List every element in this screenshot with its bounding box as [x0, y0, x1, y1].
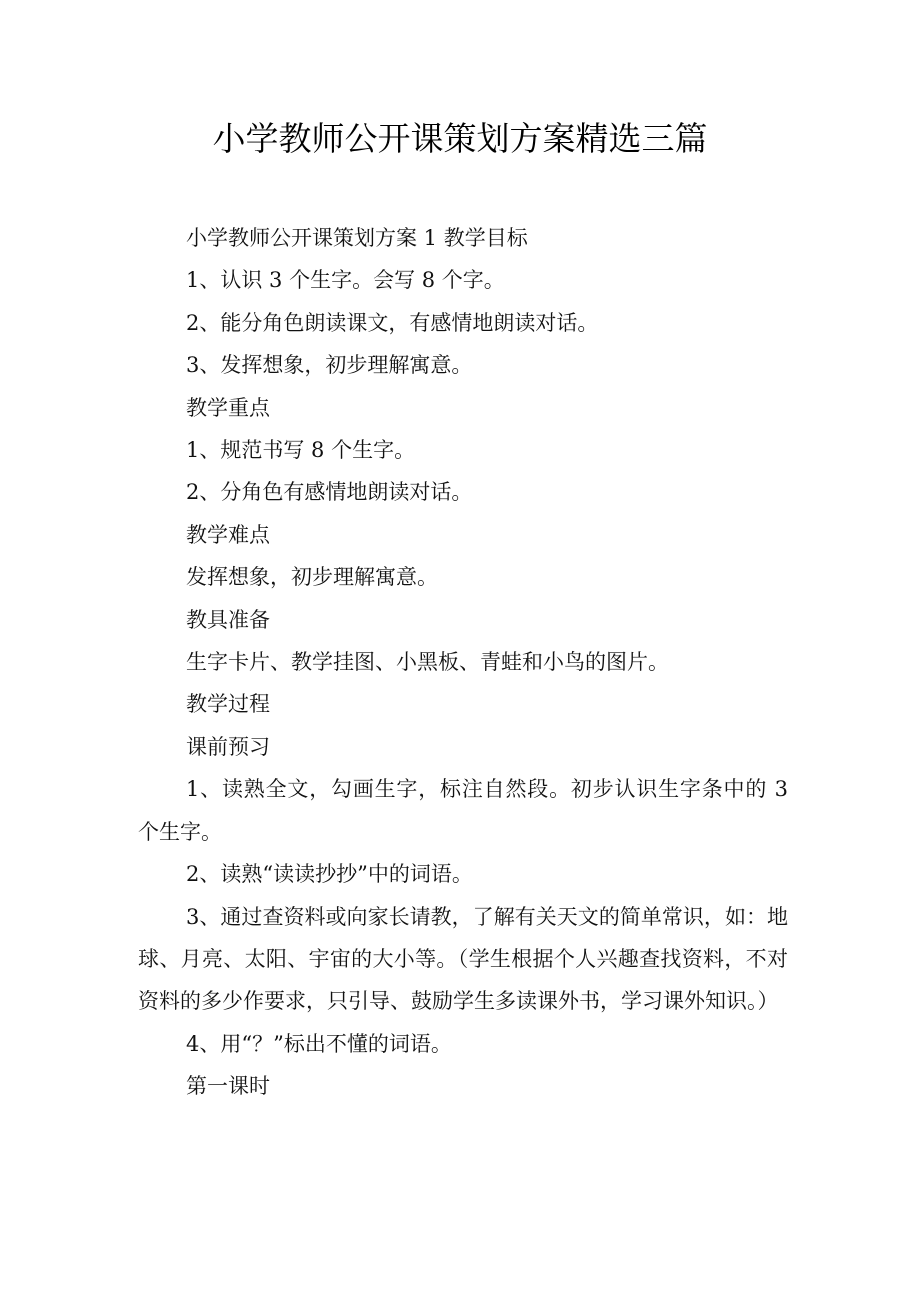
paragraph-6: 1、规范书写 8 个生字。 [186, 438, 416, 463]
paragraph-16: 3、通过查资料或向家长请教，了解有关天文的简单常识，如：地球、月亮、太阳、宇宙的大小等。（学生根据个人兴趣查找资料，不对资料的多少作要求，只引导、鼓励学生多读课外书，学习课外知识。） [138, 904, 788, 1014]
paragraph-9: 发挥想象，初步理解寓意。 [186, 565, 438, 590]
section-heading-process: 教学过程 [186, 692, 270, 717]
paragraph-1: 小学教师公开课策划方案 1 教学目标 [186, 226, 528, 250]
paragraph-2: 1、认识 3 个生字。会写 8 个字。 [186, 268, 505, 293]
paragraph-4: 3、发挥想象，初步理解寓意。 [186, 353, 473, 378]
section-heading-difficulties: 教学难点 [186, 522, 270, 547]
paragraph-11: 生字卡片、教学挂图、小黑板、青蛙和小鸟的图片。 [186, 650, 669, 675]
paragraph-17: 4、用“？”标出不懂的词语。 [186, 1031, 452, 1056]
paragraph-3: 2、能分角色朗读课文，有感情地朗读对话。 [186, 310, 599, 335]
section-heading-key-points: 教学重点 [186, 395, 270, 420]
paragraph-14: 1、读熟全文，勾画生字，标注自然段。初步认识生字条中的 3 个生字。 [138, 777, 788, 844]
section-heading-preview: 课前预习 [186, 734, 270, 759]
paragraph-15: 2、读熟“读读抄抄”中的词语。 [186, 862, 473, 887]
document-body [138, 217, 788, 1108]
document-title: 小学教师公开课策划方案精选三篇 [212, 119, 708, 158]
paragraph-7: 2、分角色有感情地朗读对话。 [186, 480, 473, 505]
section-heading-first-lesson: 第一课时 [186, 1074, 270, 1099]
section-heading-materials: 教具准备 [186, 607, 270, 632]
